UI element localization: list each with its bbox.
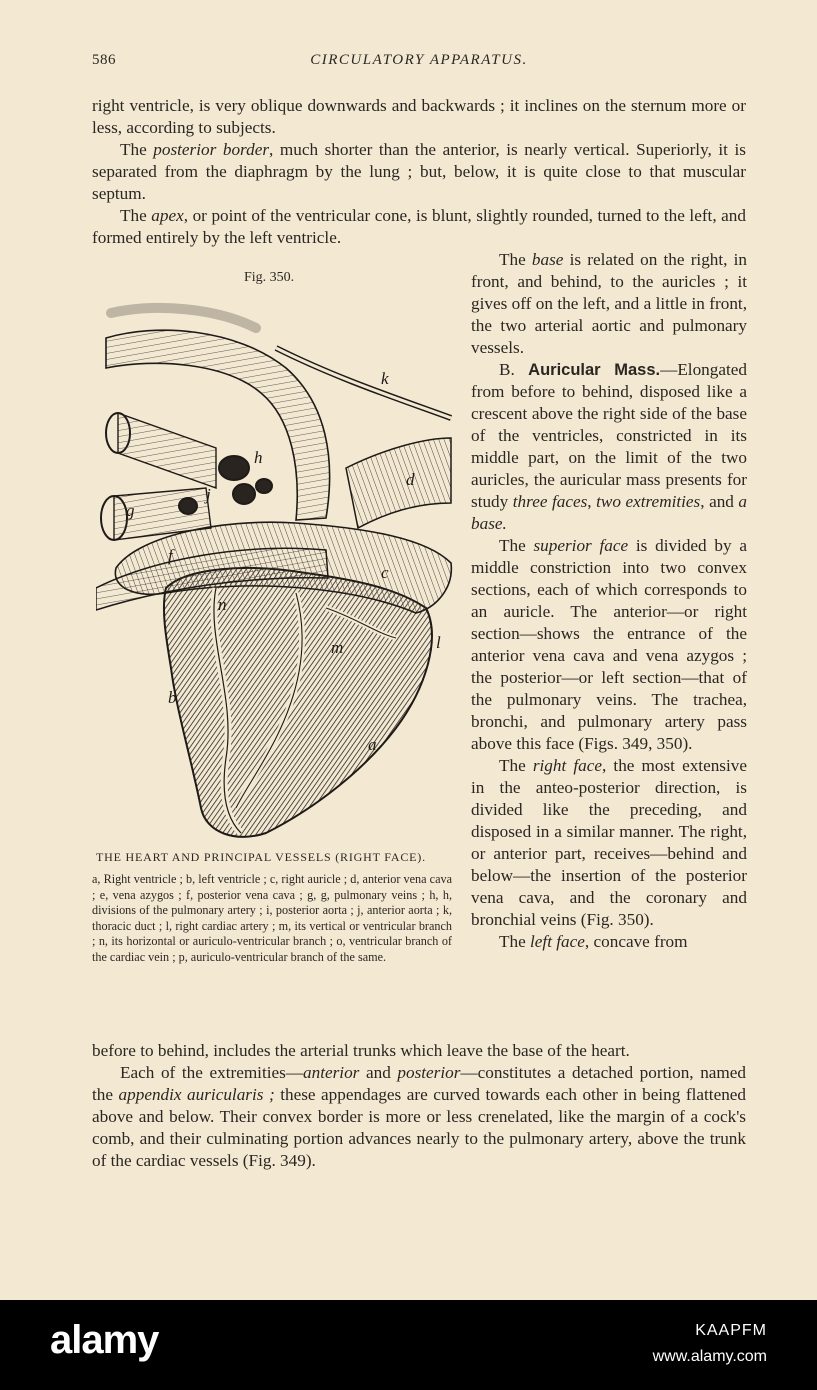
paragraph-superior-face: The superior face is divided by a middle constriction into two convex sections, each of which corresponds to an auricle. The anterior—or right section—shows the entrance of the anterior vena cava and vena azygos ; the posterior—or left section—that of the pulmonary veins. The trachea, bronchi, and pulmonary artery pass above this face (Figs. 349, 350). [471, 536, 747, 753]
label-a: a [368, 735, 377, 754]
page-number: 586 [92, 52, 116, 68]
paragraph-extremities: Each of the extremities—anterior and posterior—constitutes a detached portion, named the appendix auricularis ; these appendages are curved towards each other in being flattened above and below. Their convex border is more or less crenelated, like the margin of a cock's comb, and their culminating portion advances nearly to the pulmonary artery, above the trunk of the cardiac vessels (Fig. 349). [92, 1063, 747, 1170]
site-url: www.alamy.com [652, 1348, 767, 1365]
page-header [92, 52, 746, 76]
label-k: k [381, 369, 389, 388]
intro-paragraph-apex: The apex, or point of the ventricular cone, is blunt, slightly rounded, turned to the left, and formed entirely by the left ventricle. [92, 206, 746, 247]
image-id: KAAPFM [695, 1322, 767, 1339]
label-l: l [436, 633, 441, 652]
intro-paragraph-1: right ventricle, is very oblique downwards and backwards ; it inclines on the sternum more or less, according to subjects. [92, 96, 746, 137]
label-j: j [206, 485, 211, 504]
figure-caption: a, Right ventricle ; b, left ventricle ; c, right auricle ; d, anterior vena cava ; e, vena azygos ; f, posterior vena cava ; g, g, pulmonary veins ; h, h, divisions of the pulmonary artery ; i, posterior aorta ; j, anterior aorta ; k, thoracic duct ; l, right cardiac artery ; m, its vertical or ventricular branch ; n, its horizontal or auriculo-ventricular branch ; o, ventricular branch of the cardiac vein ; p, auriculo-ventricular branch of the same. [92, 872, 452, 964]
paragraph-right-face: The right face, the most extensive in the anteo-posterior direction, is divided like the preceding, and disposed in a similar manner. The right, or anterior part, receives—behind and below—the insertion of the posterior vena cava, and the coronary and bronchial veins (Fig. 350). [471, 756, 747, 929]
label-h: h [254, 448, 263, 467]
bottom-text [92, 1040, 746, 1172]
paragraph-left-face-start: The left face, concave from [499, 932, 688, 951]
running-head: CIRCULATORY APPARATUS. [310, 52, 528, 68]
paragraph-base: The base is related on the right, in front, and behind, to the auricles ; it gives off on the left, and a little in front, the two arterial aortic and pulmonary vessels. [471, 250, 747, 357]
figure-caption-title: THE HEART AND PRINCIPAL VESSELS (RIGHT FACE). [96, 850, 426, 864]
label-g: g [126, 501, 135, 520]
label-f: f [168, 546, 173, 565]
label-m: m [331, 638, 344, 657]
label-n: n [218, 595, 227, 614]
paragraph-left-face-cont: before to behind, includes the arterial trunks which leave the base of the heart. [92, 1041, 630, 1060]
alamy-logo: alamy [50, 1318, 159, 1362]
label-c: c [381, 563, 389, 582]
section-heading-auricular-mass: Auricular Mass. [528, 361, 661, 379]
watermark-banner [0, 1300, 817, 1390]
intro-text [92, 95, 746, 249]
right-column-text [471, 249, 747, 953]
paragraph-auricular-mass: B. Auricular Mass.—Elongated from before to behind, disposed like a crescent above the right side of the base of the ventricles, constricted in its middle part, on the limit of the two auricles, the auricular mass presents for study three faces, two extremities, and a base. [471, 360, 747, 533]
heart-illustration [96, 288, 456, 843]
intro-paragraph-posterior-border: The posterior border, much shorter than the anterior, is nearly vertical. Superiorly, it is separated from the diaphragm by the lung ; but, below, it is quite close to that muscular septum. [92, 140, 746, 203]
label-d: d [406, 470, 415, 489]
label-b: b [168, 688, 177, 707]
figure-label: Fig. 350. [244, 270, 295, 285]
